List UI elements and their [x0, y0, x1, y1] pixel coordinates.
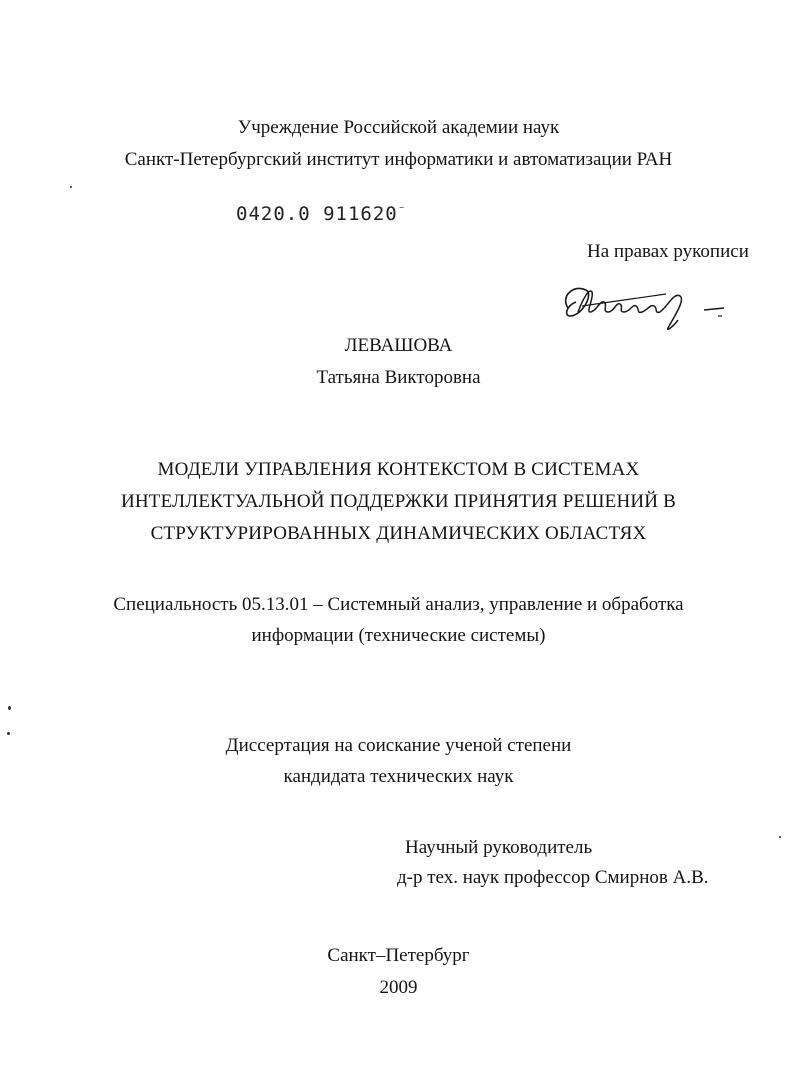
specialty-line-1: Специальность 05.13.01 – Системный анализ, управление и обработка	[113, 594, 684, 615]
archive-code-text: 0420.0 911620	[236, 203, 398, 225]
dissertation-line-1: Диссертация на соискание ученой степени	[225, 735, 572, 756]
supervisor-label: Научный руководитель	[405, 837, 593, 858]
archive-code-stamp	[236, 203, 407, 225]
author-given-names: Татьяна Викторовна	[316, 367, 481, 388]
year: 2009	[379, 977, 418, 998]
supervisor-name: д-р тех. наук профессор Смирнов А.В.	[397, 867, 709, 888]
author-surname: ЛЕВАШОВА	[344, 335, 453, 356]
institution-line-1: Учреждение Российской академии наук	[237, 117, 560, 138]
scan-speck	[70, 186, 72, 188]
rights-note: На правах рукописи	[587, 241, 749, 262]
author-signature	[556, 276, 736, 336]
city: Санкт–Петербург	[327, 945, 470, 966]
dissertation-line-2: кандидата технических наук	[283, 766, 514, 787]
title-line-2: ИНТЕЛЛЕКТУАЛЬНОЙ ПОДДЕРЖКИ ПРИНЯТИЯ РЕШЕНИЙ В	[120, 491, 677, 512]
specialty-line-2: информации (технические системы)	[251, 625, 546, 646]
stamp-dash-mark: ⁻	[397, 203, 407, 218]
title-line-1: МОДЕЛИ УПРАВЛЕНИЯ КОНТЕКСТОМ В СИСТЕМАХ	[157, 459, 640, 480]
scan-speck	[7, 732, 10, 735]
title-line-3: СТРУКТУРИРОВАННЫХ ДИНАМИЧЕСКИХ ОБЛАСТЯХ	[150, 523, 647, 544]
scan-speck	[779, 836, 781, 838]
institution-line-2: Санкт-Петербургский институт информатики и автоматизации РАН	[124, 149, 673, 170]
scan-speck	[8, 706, 11, 710]
